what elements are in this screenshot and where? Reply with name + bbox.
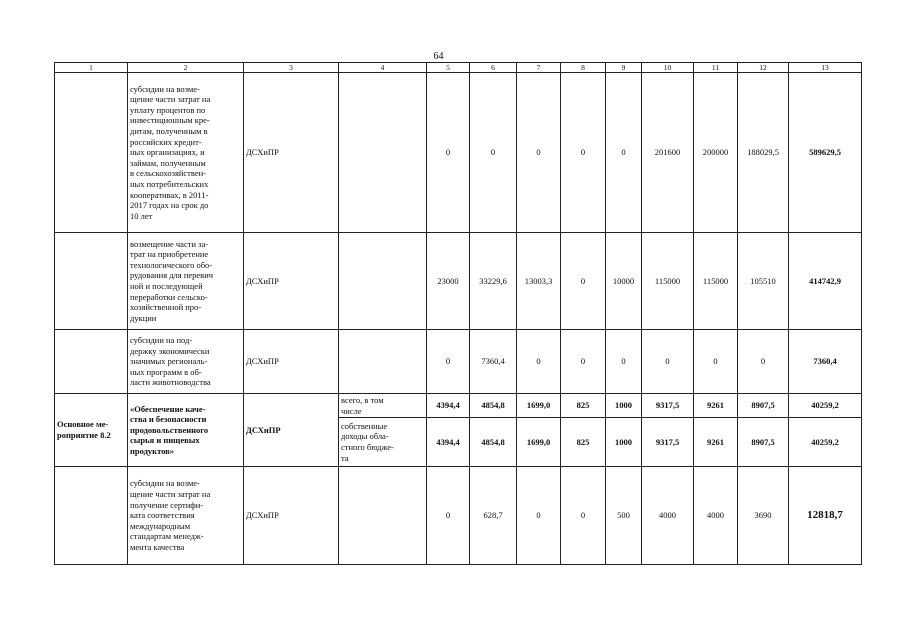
value-cell: 0 [427, 467, 470, 565]
value-cell: 1000 [606, 418, 642, 467]
value-cell: 201600 [642, 73, 694, 233]
value-cell: 8907,5 [738, 418, 789, 467]
row-name: субсидии на возме- щение части затрат на уплату процентов по инвестиционным кре- дитам, полученным в российских кредит- ных организациях, и займам, полученным в сельскохозяйствен- ных потребительских кооперативах, в 2011- 2017 годах на срок до 10 лет [128, 73, 244, 233]
col-num-2: 2 [128, 63, 244, 73]
col-num-4: 4 [339, 63, 427, 73]
table-row [55, 233, 862, 330]
col-num-5: 5 [427, 63, 470, 73]
code-cell [55, 330, 128, 394]
value-cell: 628,7 [470, 467, 517, 565]
source-cell [339, 73, 427, 233]
code-cell [55, 233, 128, 330]
value-cell: 1699,0 [517, 394, 561, 418]
total-cell: 40259,2 [789, 394, 862, 418]
col-num-12: 12 [738, 63, 789, 73]
value-cell: 825 [561, 418, 606, 467]
value-cell: 0 [606, 73, 642, 233]
source-cell [339, 467, 427, 565]
executor-cell: ДСХиПР [244, 467, 339, 565]
col-num-11: 11 [694, 63, 738, 73]
budget-table [54, 62, 862, 565]
executor-cell: ДСХиПР [244, 330, 339, 394]
source-cell [339, 330, 427, 394]
total-cell: 589629,5 [789, 73, 862, 233]
table-row [55, 330, 862, 394]
value-cell: 0 [642, 330, 694, 394]
total-cell: 414742,9 [789, 233, 862, 330]
value-cell: 33229,6 [470, 233, 517, 330]
value-cell: 0 [517, 467, 561, 565]
value-cell: 115000 [694, 233, 738, 330]
value-cell: 9261 [694, 418, 738, 467]
funding-source: собственные доходы обла- стного бюдже- та [339, 418, 427, 467]
value-cell: 0 [517, 73, 561, 233]
col-num-8: 8 [561, 63, 606, 73]
col-num-13: 13 [789, 63, 862, 73]
value-cell: 7360,4 [470, 330, 517, 394]
value-cell: 8907,5 [738, 394, 789, 418]
table-row [55, 467, 862, 565]
value-cell: 9261 [694, 394, 738, 418]
executor-cell: ДСХиПР [244, 73, 339, 233]
measure-name: «Обеспечение каче- ства и безопасности продовольственного сырья и пищевых продуктов» [128, 394, 244, 467]
value-cell: 0 [694, 330, 738, 394]
value-cell: 105510 [738, 233, 789, 330]
value-cell: 1000 [606, 394, 642, 418]
value-cell: 0 [427, 73, 470, 233]
code-cell [55, 467, 128, 565]
value-cell: 23000 [427, 233, 470, 330]
col-num-3: 3 [244, 63, 339, 73]
value-cell: 4394,4 [427, 394, 470, 418]
total-cell: 12818,7 [789, 467, 862, 565]
value-cell: 3690 [738, 467, 789, 565]
value-cell: 0 [427, 330, 470, 394]
row-name: возмещение части за- трат на приобретение технологического обо- рудования для перевич ной и последующей переработки сельско- хозяйственной про- дукции [128, 233, 244, 330]
page-number: 64 [433, 51, 444, 62]
value-cell: 10000 [606, 233, 642, 330]
table-row [55, 73, 862, 233]
measure-code: Основное ме- роприятие 8.2 [55, 394, 128, 467]
col-num-9: 9 [606, 63, 642, 73]
col-num-1: 1 [55, 63, 128, 73]
value-cell: 0 [517, 330, 561, 394]
value-cell: 13003,3 [517, 233, 561, 330]
funding-source: всего, в том числе [339, 394, 427, 418]
value-cell: 4854,8 [470, 418, 517, 467]
value-cell: 0 [561, 73, 606, 233]
table-row [55, 394, 862, 418]
value-cell: 4854,8 [470, 394, 517, 418]
value-cell: 0 [561, 467, 606, 565]
value-cell: 115000 [642, 233, 694, 330]
total-cell: 7360,4 [789, 330, 862, 394]
value-cell: 0 [561, 330, 606, 394]
value-cell: 9317,5 [642, 394, 694, 418]
total-cell: 40259,2 [789, 418, 862, 467]
value-cell: 0 [561, 233, 606, 330]
row-name: субсидии на возме- щение части затрат на получение сертифи- ката соответствия международным стандартам менедж- мента качества [128, 467, 244, 565]
value-cell: 825 [561, 394, 606, 418]
col-num-10: 10 [642, 63, 694, 73]
executor-cell: ДСХиПР [244, 233, 339, 330]
row-name: субсидии на под- держку экономически значимых региональ- ных программ в об- ласти животноводства [128, 330, 244, 394]
value-cell: 0 [606, 330, 642, 394]
value-cell: 200000 [694, 73, 738, 233]
source-cell [339, 233, 427, 330]
code-cell [55, 73, 128, 233]
value-cell: 1699,0 [517, 418, 561, 467]
value-cell: 0 [470, 73, 517, 233]
column-number-row [55, 63, 862, 73]
value-cell: 188029,5 [738, 73, 789, 233]
value-cell: 4000 [694, 467, 738, 565]
executor-cell: ДСХиПР [244, 394, 339, 467]
col-num-7: 7 [517, 63, 561, 73]
value-cell: 0 [738, 330, 789, 394]
value-cell: 4000 [642, 467, 694, 565]
value-cell: 4394,4 [427, 418, 470, 467]
value-cell: 9317,5 [642, 418, 694, 467]
value-cell: 500 [606, 467, 642, 565]
col-num-6: 6 [470, 63, 517, 73]
